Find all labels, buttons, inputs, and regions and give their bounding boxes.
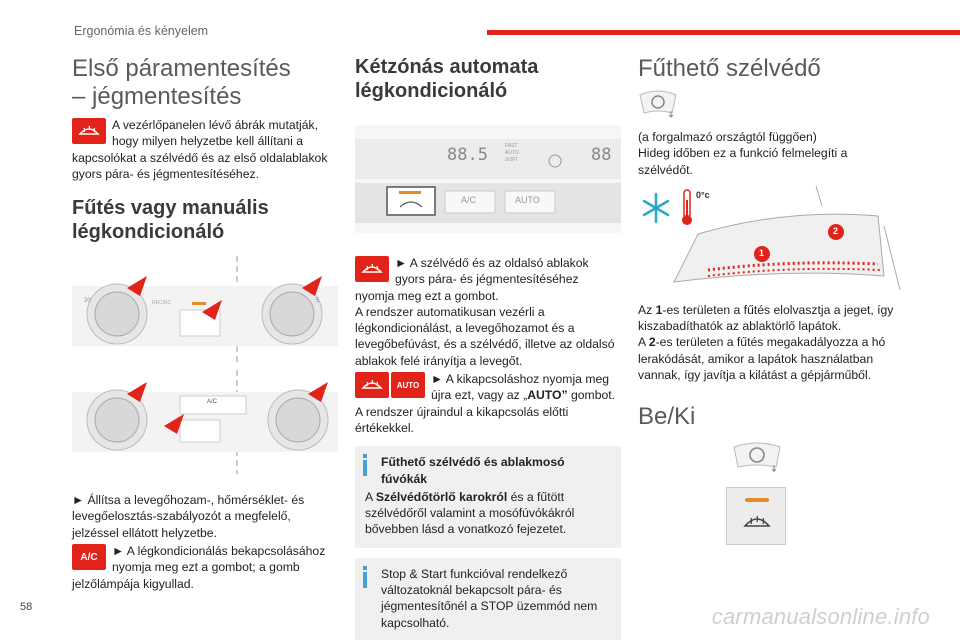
dependency-note: (a forgalmazó országtól függően) <box>638 130 817 144</box>
dual-step1-paragraph: ► A szélvédő és az oldalsó ablakok gyors pára- és jégmentesítéséhez nyomja meg ezt a gombot. <box>355 256 589 303</box>
heated-windscreen-symbol-small <box>732 441 904 475</box>
page-number: 58 <box>20 601 33 613</box>
info-note-heated-windscreen: Fűthető szélvédő és ablakmosó fúvókák A Szélvédőtörlő karokról és a fűtött szélvédőről valamint a mosófúvókákról bővebben lásd a vonatkozó fejezetet. <box>355 446 621 547</box>
section-title-heated-windscreen: Fűthető szélvédő <box>638 55 821 82</box>
front-defrost-icon <box>355 256 389 282</box>
dual-paragraph-restart: A rendszer újraindul a kikapcsolás előtti értékekkel. <box>355 404 569 435</box>
ac-button-icon: A/C <box>72 544 106 570</box>
running-header: Ergonómia és kényelem <box>74 24 209 38</box>
footer-watermark-url: carmanualsonline.info <box>711 604 930 629</box>
indicator-lamp <box>745 498 769 502</box>
dial-right-label: 5 <box>316 298 320 305</box>
zone-1-paragraph: Az 1-es területen a fűtés elolvasztja a jeget, így kiszabadíthatók az ablaktörlő lapátok. <box>638 302 894 334</box>
front-defrost-button[interactable] <box>726 487 786 545</box>
display-temp-left: 88.5 <box>447 145 488 165</box>
display-auto: AUTO <box>505 150 519 156</box>
recirc-label: RECIRC <box>152 300 172 307</box>
info-icon <box>363 454 367 476</box>
heated-windscreen-symbol <box>638 89 904 123</box>
front-defrost-icon <box>72 118 106 144</box>
panel-ac-button: A/C <box>461 195 477 205</box>
panel-auto-button: AUTO <box>515 195 540 205</box>
dual-zone-panel-illustration <box>355 125 621 233</box>
heating-panel-illustration <box>72 256 338 364</box>
panel-ac-label: A/C <box>207 399 218 406</box>
subsection-title-manual-ac: Fűtés vagy manuális légkondicionáló <box>72 197 269 244</box>
info-icon <box>363 566 367 588</box>
auto-button-icon: AUTO <box>391 372 425 398</box>
temperature-label: 0°c <box>696 189 710 200</box>
info-note-stop-start: Stop & Start funkcióval rendelkező változatoknál bekapcsolt pára- és jégmentesítőnél a STOP üzemmód nem kapcsolható. <box>355 558 621 640</box>
dual-step2-paragraph: AUTO ► A kikapcsoláshoz nyomja meg újra ezt, vagy az „AUTO” gombot. <box>355 371 621 404</box>
display-temp-right: 88 <box>591 145 612 165</box>
heated-windscreen-intro: Hideg időben ez a funkció felmelegíti a szélvédőt. <box>638 146 848 177</box>
header-accent-bar <box>487 30 960 35</box>
column-defrost <box>72 55 338 592</box>
section-title-dual-zone: Kétzónás automata légkondicionáló <box>355 56 539 102</box>
subsection-title-on-off: Be/Ki <box>638 403 696 431</box>
display-fast: FAST <box>505 143 518 149</box>
windscreen-zones-illustration <box>638 186 904 290</box>
column-dual-zone <box>355 55 621 640</box>
front-defrost-icon <box>743 510 771 532</box>
front-defrost-icon <box>355 372 389 398</box>
column-heated-windscreen <box>638 55 904 545</box>
zone-2-paragraph: A 2-es területen a fűtés megakadályozza a hó lerakódását, amikor a lapátok használatban vannak, így javítja a kilátást a gépjárműből. <box>638 335 886 383</box>
ac-panel-illustration <box>72 370 338 474</box>
display-soft: SOFT <box>505 157 519 163</box>
dial-left-label: 20 <box>84 298 91 305</box>
dual-paragraph-auto-control: A rendszer automatikusan vezérli a légkondicionálást, a levegőhozamot és a levegőbefúvást, és a szélvédő, illetve az oldalsó ablakok felé irányítja a levegőt. <box>355 304 615 368</box>
intro-paragraph: A vezérlőpanelen lévő ábrák mutatják, hogy milyen helyzetbe kell állítani a kapcsolókat a szélvédő és az első oldalablakok gyors pára- és jégmentesítéséhez. <box>72 118 328 181</box>
ac-step-paragraph: A/C ► A légkondicionálás bekapcsolásához nyomja meg ezt a gombot; a gomb jelzőlámpája kigyullad. <box>72 544 326 591</box>
zone-2-marker: 2 <box>833 225 839 236</box>
zone-1-marker: 1 <box>759 247 765 258</box>
section-title-front-defrost: Első páramentesítés – jégmentesítés <box>72 55 291 110</box>
step-set-controls: ► Állítsa a levegőhozam-, hőmérséklet- és levegőelosztás-szabályozót a megfelelő, jelzéssel ellátott helyzetbe. <box>72 493 305 540</box>
